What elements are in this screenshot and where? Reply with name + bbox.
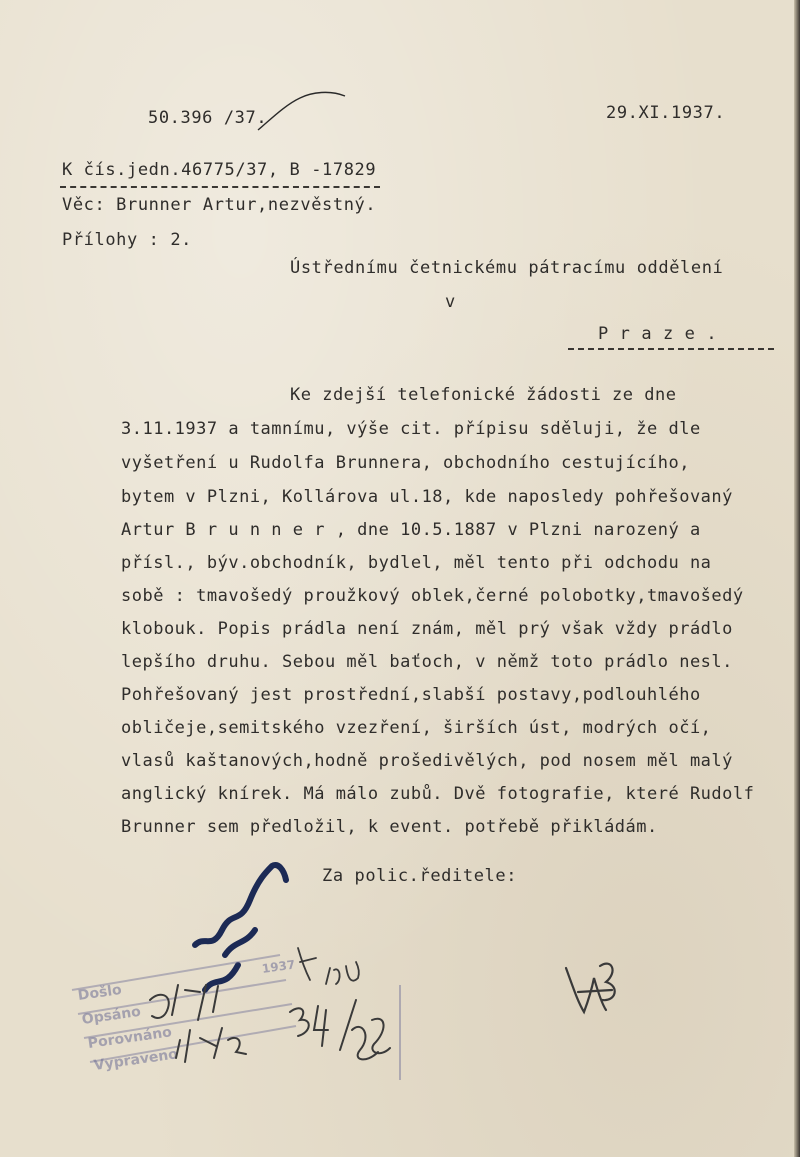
body-line: anglický knírek. Má málo zubů. Dvě fotografie, které Rudolf xyxy=(121,784,755,804)
pencil-dates xyxy=(150,985,246,1062)
reference-pen-stroke xyxy=(258,92,345,130)
document-date: 29.XI.1937. xyxy=(606,103,726,123)
body-line: Pohřešovaný jest prostřední,slabší postavy,podlouhlého xyxy=(121,685,701,705)
attachments-line: Přílohy : 2. xyxy=(62,230,193,250)
body-line: Artur B r u n n e r , dne 10.5.1887 v Plzni narozený a xyxy=(121,520,701,540)
stamp-year: 1937 xyxy=(261,957,297,976)
right-margin-mark xyxy=(566,964,615,1012)
stamp-compared: Porovnáno xyxy=(86,1024,173,1052)
signature-label: Za polic.ředitele: xyxy=(322,866,518,886)
stamp-copied: Opsáno xyxy=(80,1003,142,1028)
addressee-city: P r a z e . xyxy=(598,324,718,344)
body-line: lepšího druhu. Sebou měl baťoch, v němž toto prádlo nesl. xyxy=(121,652,733,672)
addressee-preposition: v xyxy=(445,292,456,312)
body-line: obličeje,semitského vzezření, širších úst, modrých očí, xyxy=(121,718,712,738)
addressee-line: Ústřednímu četnickému pátracímu oddělení xyxy=(290,258,724,278)
reference-number: 50.396 /37. xyxy=(148,108,268,128)
subject-line: Věc: Brunner Artur,nezvěstný. xyxy=(62,195,377,215)
stamp-dispatched: Vypraveno xyxy=(92,1046,179,1074)
body-line: bytem v Plzni, Kollárova ul.18, kde naposledy pohřešovaný xyxy=(121,487,733,507)
body-line: Ke zdejší telefonické žádosti ze dne xyxy=(290,385,677,405)
body-line: klobouk. Popis prádla není znám, měl prý však vždy prádlo xyxy=(121,619,733,639)
body-line: Brunner sem předložil, k event. potřebě přikládám. xyxy=(121,817,658,837)
case-reference-line: K čís.jedn.46775/37, B -17829 xyxy=(62,160,377,180)
pencil-initials xyxy=(290,1000,390,1059)
body-line: 3.11.1937 a tamnímu, výše cit. přípisu sděluji, že dle xyxy=(121,419,701,439)
body-line: vyšetření u Rudolfa Brunnera, obchodního cestujícího, xyxy=(121,453,690,473)
body-line: sobě : tmavošedý proužkový oblek,černé polobotky,tmavošedý xyxy=(121,586,744,606)
signature-ink xyxy=(195,865,286,990)
pencil-margin-note xyxy=(298,948,359,984)
body-line: vlasů kaštanových,hodně prošedivělých, pod nosem měl malý xyxy=(121,751,733,771)
body-line: přísl., býv.obchodník, bydlel, měl tento při odchodu na xyxy=(121,553,712,573)
stamp-received: Došlo xyxy=(76,981,123,1004)
